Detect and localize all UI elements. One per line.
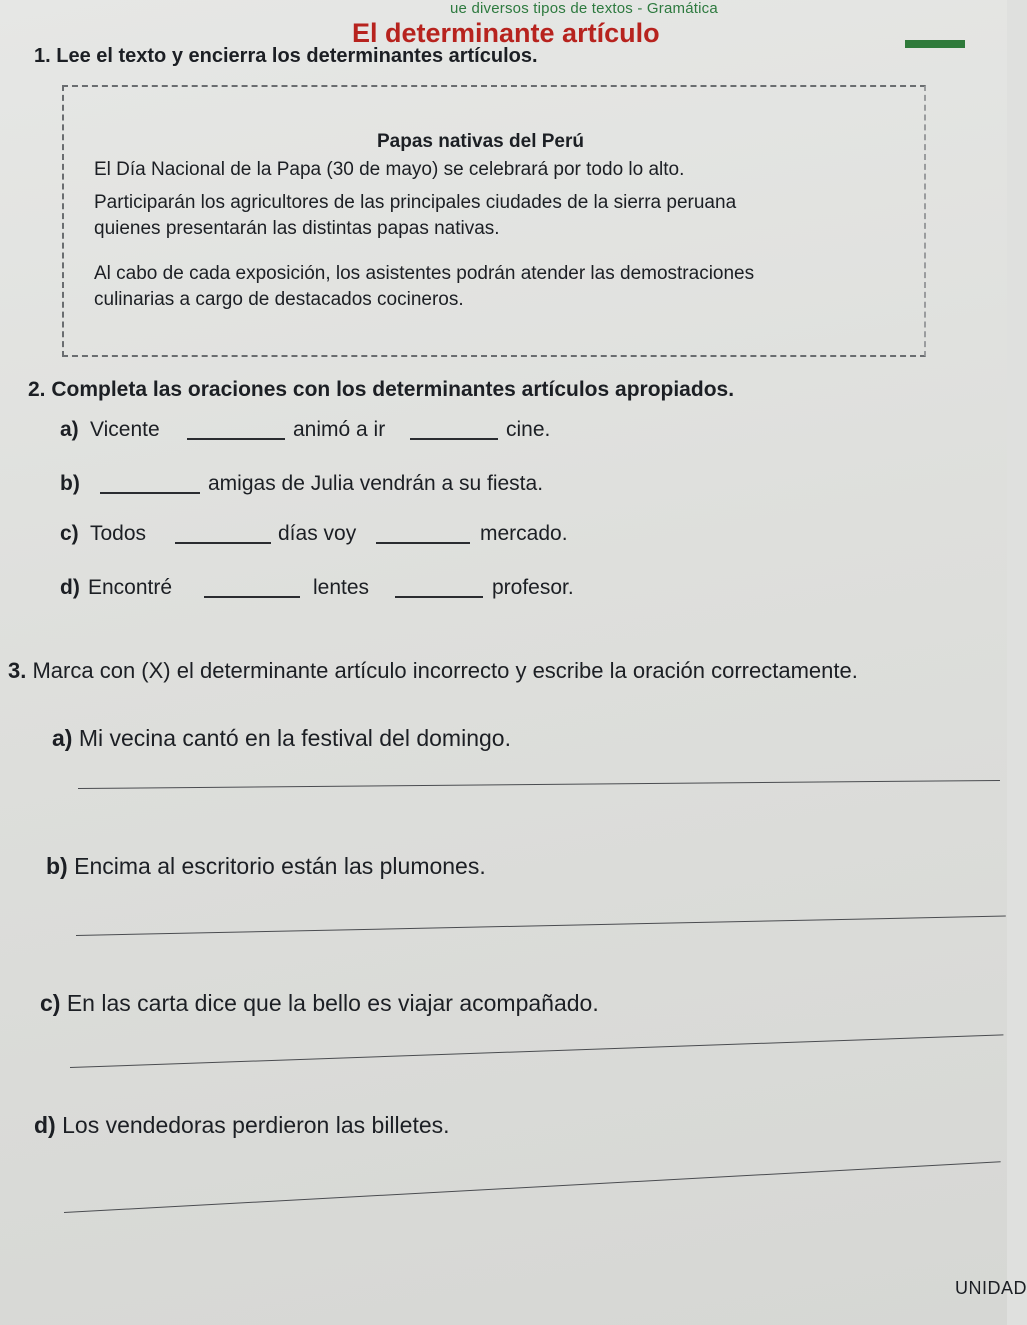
answer-line[interactable] xyxy=(78,780,1000,789)
item-sentence: Mi vecina cantó en la festival del domingo. xyxy=(78,725,511,751)
item-letter: d) xyxy=(34,1112,56,1138)
answer-blank[interactable] xyxy=(395,596,483,598)
reading-text-line: culinarias a cargo de destacados cocineros. xyxy=(94,289,464,310)
correction-item-c xyxy=(40,990,599,1017)
item-letter: a) xyxy=(52,725,73,751)
unit-label: UNIDAD xyxy=(955,1278,1027,1298)
section3-instruction xyxy=(8,658,858,684)
item-letter: b) xyxy=(60,472,80,495)
item-text: lentes xyxy=(313,576,370,599)
section3-number: 3. xyxy=(8,658,27,683)
item-text: profesor. xyxy=(492,576,574,599)
correction-item-b xyxy=(46,853,486,880)
item-sentence: Los vendedoras perdieron las billetes. xyxy=(62,1112,450,1138)
item-text: días voy xyxy=(278,522,357,545)
item-text: mercado. xyxy=(480,522,568,545)
reading-text-box xyxy=(62,85,926,357)
item-sentence: Encima al escritorio están las plumones. xyxy=(74,853,486,879)
item-letter: d) xyxy=(60,576,80,599)
page-title: El determinante artículo xyxy=(352,18,660,48)
reading-text-title: Papas nativas del Perú xyxy=(377,131,584,152)
item-letter: c) xyxy=(60,522,79,545)
item-letter: b) xyxy=(46,853,68,879)
reading-text-line: El Día Nacional de la Papa (30 de mayo) se celebrará por todo lo alto. xyxy=(94,159,685,180)
answer-blank[interactable] xyxy=(100,492,200,494)
answer-blank[interactable] xyxy=(187,438,285,440)
item-text: animó a ir xyxy=(293,418,386,441)
header-tab-marker xyxy=(905,40,965,48)
section1-instruction: 1. Lee el texto y encierra los determinantes artículos. xyxy=(34,45,538,67)
answer-line[interactable] xyxy=(64,1161,1001,1213)
item-text: Vicente xyxy=(90,418,160,441)
answer-blank[interactable] xyxy=(204,596,300,598)
answer-line[interactable] xyxy=(70,1034,1003,1068)
item-text: Encontré xyxy=(88,576,173,599)
header-strip: ue diversos tipos de textos - Gramática xyxy=(450,0,718,17)
answer-line[interactable] xyxy=(76,916,1006,936)
correction-item-a xyxy=(52,725,511,752)
answer-blank[interactable] xyxy=(410,438,498,440)
item-text: amigas de Julia vendrán a su fiesta. xyxy=(208,472,544,495)
item-text: Todos xyxy=(90,522,147,545)
item-letter: a) xyxy=(60,418,79,441)
section2-instruction: 2. Completa las oraciones con los determinantes artículos apropiados. xyxy=(28,378,735,401)
reading-text-line: Al cabo de cada exposición, los asistentes podrán atender las demostraciones xyxy=(94,263,755,284)
item-sentence: En las carta dice que la bello es viajar acompañado. xyxy=(66,990,599,1016)
item-letter: c) xyxy=(40,990,61,1016)
answer-blank[interactable] xyxy=(175,542,271,544)
answer-blank[interactable] xyxy=(376,542,470,544)
reading-text-line: Participarán los agricultores de las principales ciudades de la sierra peruana xyxy=(94,192,737,213)
item-text: cine. xyxy=(506,418,551,441)
correction-item-d xyxy=(34,1112,450,1139)
section3-text: Marca con (X) el determinante artículo incorrecto y escribe la oración correctamente. xyxy=(32,658,858,683)
reading-text-line: quienes presentarán las distintas papas nativas. xyxy=(94,218,500,239)
